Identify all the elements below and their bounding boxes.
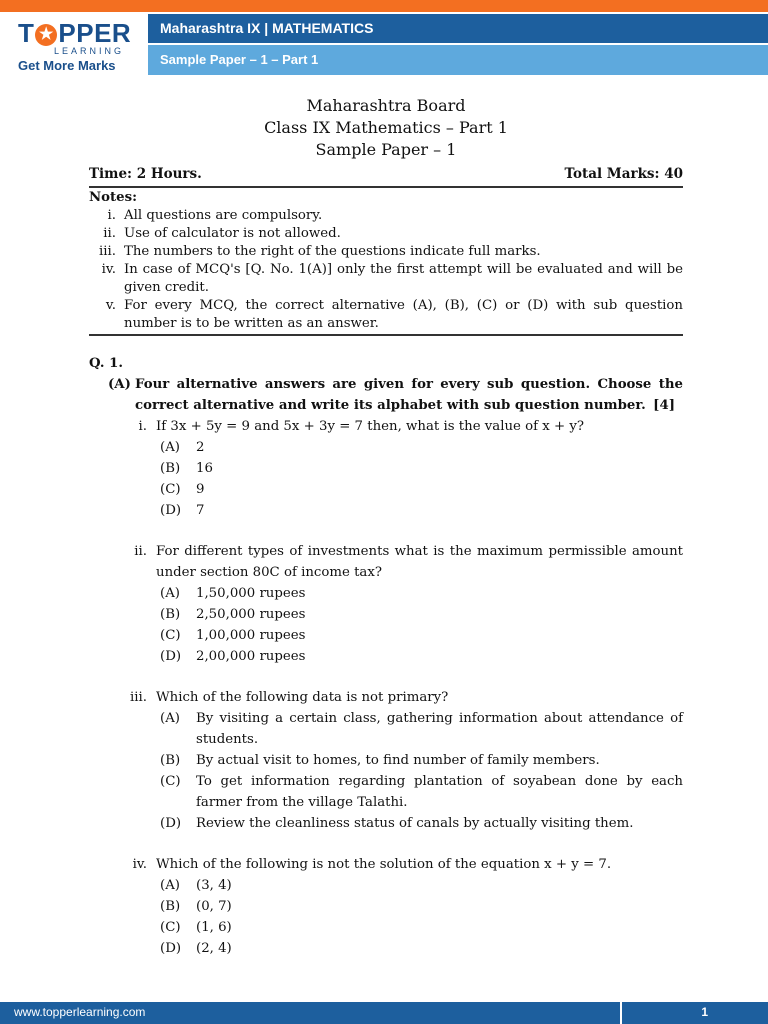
page-number: 1: [701, 1005, 708, 1019]
note-item: iii. The numbers to the right of the questions indicate full marks.: [99, 244, 541, 259]
question-1a-instruction: (A) Four alternative answers are given for every sub question. Choose the correct alternative and write its alphabet with sub question number. [4]: [108, 374, 683, 416]
footer-divider: [620, 1002, 622, 1024]
paper-title-board: Maharashtra Board: [306, 96, 466, 115]
notes-divider: [89, 334, 683, 336]
footer-website-link[interactable]: www.topperlearning.com: [14, 1005, 146, 1019]
footer-bar: [0, 1002, 768, 1024]
option: (B) 2,50,000 rupees: [160, 607, 306, 622]
option: (D) (2, 4): [160, 941, 232, 956]
option: (D) 2,00,000 rupees: [160, 649, 306, 664]
subquestion: ii. For different types of investments what is the maximum permissible amount under section 80C of income tax?: [134, 544, 683, 580]
logo-tagline: Get More Marks: [18, 58, 116, 73]
subquestion: i. If 3x + 5y = 9 and 5x + 3y = 7 then, what is the value of x + y?: [138, 419, 585, 434]
time-marks-row: [89, 164, 683, 188]
question-1-label: Q. 1.: [89, 356, 124, 371]
notes-list: [89, 207, 683, 333]
option: (B) (0, 7): [160, 899, 232, 914]
option: (D) Review the cleanliness status of canals by actually visiting them.: [160, 816, 634, 831]
logo-wordmark: T ★ PPER: [18, 18, 132, 48]
top-accent-stripe: [0, 0, 768, 12]
option: (C) 9: [160, 482, 205, 497]
paper-header-bar: Sample Paper – 1 – Part 1: [148, 45, 768, 75]
topper-logo: [14, 18, 144, 78]
marks-badge: [4]: [653, 398, 675, 413]
option: (A) (3, 4): [160, 878, 232, 893]
option: (D) 7: [160, 503, 205, 518]
option: (A) 2: [160, 440, 205, 455]
time-allowed: Time: 2 Hours.: [89, 166, 202, 182]
subquestion: iii. Which of the following data is not primary?: [130, 690, 449, 705]
option: (C) To get information regarding plantation of soyabean done by each farmer from the village Talathi.: [160, 774, 683, 810]
option: (B) 16: [160, 461, 213, 476]
subquestion: iv. Which of the following is not the solution of the equation x + y = 7.: [132, 857, 612, 872]
note-item: i. All questions are compulsory.: [107, 208, 323, 223]
paper-content: [89, 95, 683, 959]
paper-title-sample: Sample Paper – 1: [315, 140, 457, 159]
subject-header-bar: Maharashtra IX | MATHEMATICS: [148, 14, 768, 43]
paper-title-class: Class IX Mathematics – Part 1: [264, 118, 508, 137]
option: (C) 1,00,000 rupees: [160, 628, 306, 643]
option: (A) By visiting a certain class, gathering information about attendance of students.: [160, 711, 683, 747]
note-item: iv. In case of MCQ's [Q. No. 1(A)] only the first attempt will be evaluated and will be given credit.: [101, 262, 683, 295]
note-item: v. For every MCQ, the correct alternative (A), (B), (C) or (D) with sub question number is to be written as an answer.: [105, 298, 683, 331]
logo-subtitle: LEARNING: [54, 46, 125, 56]
notes-heading: Notes:: [89, 190, 138, 205]
note-item: ii. Use of calculator is not allowed.: [103, 226, 341, 241]
option: (A) 1,50,000 rupees: [160, 586, 306, 601]
option: (B) By actual visit to homes, to find number of family members.: [160, 753, 600, 768]
total-marks: Total Marks: 40: [564, 166, 683, 182]
option: (C) (1, 6): [160, 920, 232, 935]
logo-star-icon: ★: [35, 24, 57, 46]
